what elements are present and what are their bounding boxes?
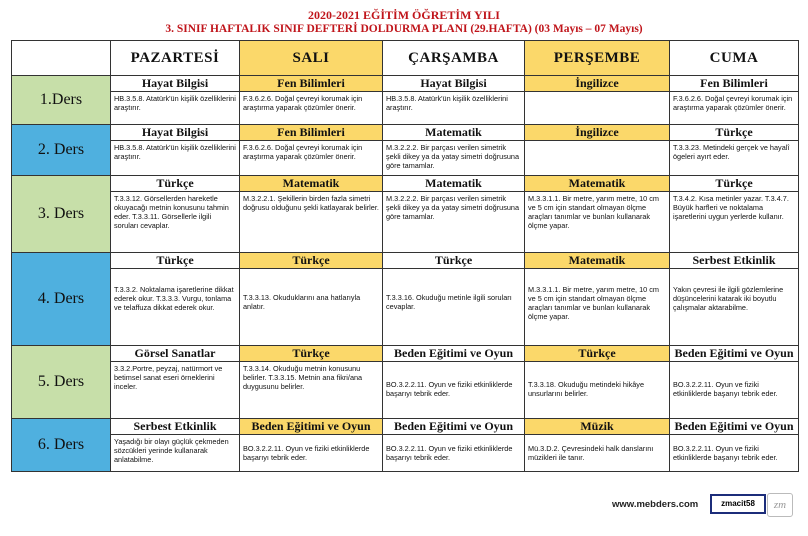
subject-name: Müzik: [525, 419, 669, 435]
subject-name: Türkçe: [111, 253, 239, 269]
lesson-cell: [111, 346, 240, 419]
objective-text: T.3.4.2. Kısa metinler yazar. T.3.4.7. Büyük harfleri ve noktalama işaretlerini uygun yerlerde kullanır.: [673, 194, 789, 221]
lesson-cell: [111, 76, 240, 125]
subject-name: Beden Eğitimi ve Oyun: [383, 419, 524, 435]
day-header-monday: PAZARTESİ: [111, 41, 240, 76]
lesson-cell: [240, 419, 383, 472]
lesson-cell: [670, 176, 799, 253]
lesson-cell: [240, 176, 383, 253]
objective-text: F.3.6.2.6. Doğal çevreyi korumak için araştırma yaparak çözümler önerir.: [243, 94, 363, 112]
subject-name: Türkçe: [240, 253, 382, 269]
lesson-cell: [240, 76, 383, 125]
lesson-cell: [525, 346, 670, 419]
subject-name: Matematik: [525, 253, 669, 269]
plan-title-description: 3. SINIF HAFTALIK SINIF DEFTERİ DOLDURMA PLANI (29.HAFTA) (03 Mayıs – 07 Mayıs): [165, 23, 643, 35]
subject-name: Matematik: [383, 125, 524, 141]
objective-text: 3.3.2.Portre, peyzaj, natürmort ve betimsel sanat eseri örneklerini inceler.: [114, 364, 223, 391]
lesson-cell: [670, 419, 799, 472]
subject-name: Beden Eğitimi ve Oyun: [240, 419, 382, 435]
subject-name: İngilizce: [525, 76, 669, 92]
objective-text: BO.3.2.2.11. Oyun ve fiziki etkinliklerde başarıyı tebrik eder.: [673, 444, 778, 462]
objective-text: T.3.3.2. Noktalama işaretlerine dikkat ederek okur. T.3.3.3. Vurgu, tonlama ve telaffuza dikkat ederek okur.: [114, 285, 234, 312]
subject-name: Türkçe: [670, 125, 798, 141]
subject-name: Beden Eğitimi ve Oyun: [670, 419, 798, 435]
objective-text: M.3.2.2.2. Bir parçası verilen simetrik şekli dikey ya da yatay simetri doğrusuna göre tamamlar.: [386, 143, 520, 170]
lesson-cell: [383, 76, 525, 125]
subject-name: Hayat Bilgisi: [383, 76, 524, 92]
subject-name: Beden Eğitimi ve Oyun: [670, 346, 798, 362]
lesson-row-3: [12, 176, 799, 253]
lesson-cell: [383, 346, 525, 419]
lesson-cell: [240, 346, 383, 419]
footer: [0, 493, 808, 517]
subject-name: Türkçe: [111, 176, 239, 192]
objective-text: M.3.2.2.1. Şekillerin birden fazla simetri doğrusu olduğunu şekli katlayarak belirler.: [243, 194, 379, 212]
subject-name: Türkçe: [240, 346, 382, 362]
lesson-cell: [670, 253, 799, 346]
subject-name: Serbest Etkinlik: [670, 253, 798, 269]
lesson-cell: [383, 125, 525, 176]
subject-name: Türkçe: [525, 346, 669, 362]
lesson-cell: [525, 176, 670, 253]
weekly-plan-table: [11, 40, 799, 472]
objective-text: Mü.3.D.2. Çevresindeki halk danslarını müzikleri ile tanır.: [528, 444, 654, 462]
lesson-cell: [111, 125, 240, 176]
objective-text: T.3.3.12. Görsellerden hareketle okuyacağı metnin konusunu tahmin eder. T.3.3.11. Görsellerle ilgili soruları cevaplar.: [114, 194, 229, 230]
subject-name: Fen Bilimleri: [240, 125, 382, 141]
lesson-label-1: 1.Ders: [12, 76, 111, 125]
objective-text: HB.3.5.8. Atatürk'ün kişilik özelliklerini araştırır.: [114, 94, 236, 112]
subject-name: Serbest Etkinlik: [111, 419, 239, 435]
lesson-row-6: [12, 419, 799, 472]
objective-text: T.3.3.14. Okuduğu metnin konusunu belirler. T.3.3.15. Metnin ana fikri/ana duygusunu belirler.: [243, 364, 363, 391]
lesson-cell: [525, 76, 670, 125]
author-badge: zmacit58: [710, 494, 766, 514]
objective-text: Yaşadığı bir olayı güçlük çekmeden sözcükleri yerinde kullanarak anlatabilme.: [114, 437, 229, 464]
objective-text: T.3.3.16. Okuduğu metinle ilgili soruları cevaplar.: [386, 293, 512, 311]
objective-text: T.3.3.13. Okuduklarını ana hatlarıyla anlatır.: [243, 293, 361, 311]
objective-text: HB.3.5.8. Atatürk'ün kişilik özelliklerini araştırır.: [114, 143, 236, 161]
subject-name: Hayat Bilgisi: [111, 125, 239, 141]
objective-text: BO.3.2.2.11. Oyun ve fiziki etkinliklerde başarıyı tebrik eder.: [386, 380, 513, 398]
objective-text: Yakın çevresi ile ilgili gözlemlerine düşüncelerini katarak iki boyutlu çalışmalar aktarabilme.: [673, 285, 784, 312]
subject-name: Hayat Bilgisi: [111, 76, 239, 92]
website-link[interactable]: www.mebders.com: [612, 499, 699, 510]
plan-title-year: 2020-2021 EĞİTİM ÖĞRETİM YILI: [308, 8, 500, 22]
subject-name: Türkçe: [670, 176, 798, 192]
lesson-cell: [525, 125, 670, 176]
lesson-cell: [111, 419, 240, 472]
day-header-friday: CUMA: [670, 41, 799, 76]
objective-text: [525, 92, 669, 96]
objective-text: BO.3.2.2.11. Oyun ve fiziki etkinliklerde başarıyı tebrik eder.: [386, 444, 513, 462]
lesson-row-5: [12, 346, 799, 419]
objective-text: T.3.3.23. Metindeki gerçek ve hayalî ögeleri ayırt eder.: [673, 143, 790, 161]
lesson-label-6: 6. Ders: [12, 419, 111, 472]
lesson-label-4: 4. Ders: [12, 253, 111, 346]
day-header-wednesday: ÇARŞAMBA: [383, 41, 525, 76]
subject-name: Matematik: [525, 176, 669, 192]
lesson-cell: [240, 125, 383, 176]
lesson-row-4: [12, 253, 799, 346]
lesson-cell: [525, 419, 670, 472]
lesson-label-5: 5. Ders: [12, 346, 111, 419]
subject-name: İngilizce: [525, 125, 669, 141]
header-row: [12, 41, 799, 76]
subject-name: Beden Eğitimi ve Oyun: [383, 346, 524, 362]
lesson-cell: [111, 176, 240, 253]
lesson-cell: [383, 419, 525, 472]
lesson-cell: [670, 346, 799, 419]
subject-name: Fen Bilimleri: [670, 76, 798, 92]
lesson-cell: [670, 76, 799, 125]
objective-text: M.3.3.1.1. Bir metre, yarım metre, 10 cm ve 5 cm için standart olmayan ölçme araçları tanımlar ve bunları kullanarak ölçme yapar.: [528, 285, 659, 321]
lesson-cell: [111, 253, 240, 346]
lesson-cell: [525, 253, 670, 346]
objective-text: M.3.2.2.2. Bir parçası verilen simetrik şekli dikey ya da yatay simetri doğrusuna göre tamamlar.: [386, 194, 520, 221]
lesson-cell: [670, 125, 799, 176]
objective-text: F.3.6.2.6. Doğal çevreyi korumak için araştırma yaparak çözümler önerir.: [673, 94, 793, 112]
lesson-row-2: [12, 125, 799, 176]
day-header-thursday: PERŞEMBE: [525, 41, 670, 76]
corner-cell: [12, 41, 111, 76]
lesson-label-3: 3. Ders: [12, 176, 111, 253]
lesson-cell: [383, 176, 525, 253]
objective-text: [525, 141, 669, 145]
subject-name: Matematik: [240, 176, 382, 192]
lesson-cell: [383, 253, 525, 346]
objective-text: M.3.3.1.1. Bir metre, yarım metre, 10 cm ve 5 cm için standart olmayan ölçme araçları tanımlar ve bunları kullanarak ölçme yapar.: [528, 194, 659, 230]
plan-title-block: [0, 8, 808, 36]
lesson-cell: [240, 253, 383, 346]
author-logo: zm: [767, 493, 793, 517]
objective-text: T.3.3.18. Okuduğu metindeki hikâye unsurlarını belirler.: [528, 380, 645, 398]
lesson-label-2: 2. Ders: [12, 125, 111, 176]
objective-text: HB.3.5.8. Atatürk'ün kişilik özelliklerini araştırır.: [386, 94, 508, 112]
subject-name: Fen Bilimleri: [240, 76, 382, 92]
subject-name: Görsel Sanatlar: [111, 346, 239, 362]
objective-text: BO.3.2.2.11. Oyun ve fiziki etkinliklerde başarıyı tebrik eder.: [673, 380, 778, 398]
subject-name: Matematik: [383, 176, 524, 192]
subject-name: Türkçe: [383, 253, 524, 269]
day-header-tuesday: SALI: [240, 41, 383, 76]
objective-text: BO.3.2.2.11. Oyun ve fiziki etkinliklerde başarıyı tebrik eder.: [243, 444, 370, 462]
objective-text: F.3.6.2.6. Doğal çevreyi korumak için araştırma yaparak çözümler önerir.: [243, 143, 363, 161]
lesson-row-1: [12, 76, 799, 125]
